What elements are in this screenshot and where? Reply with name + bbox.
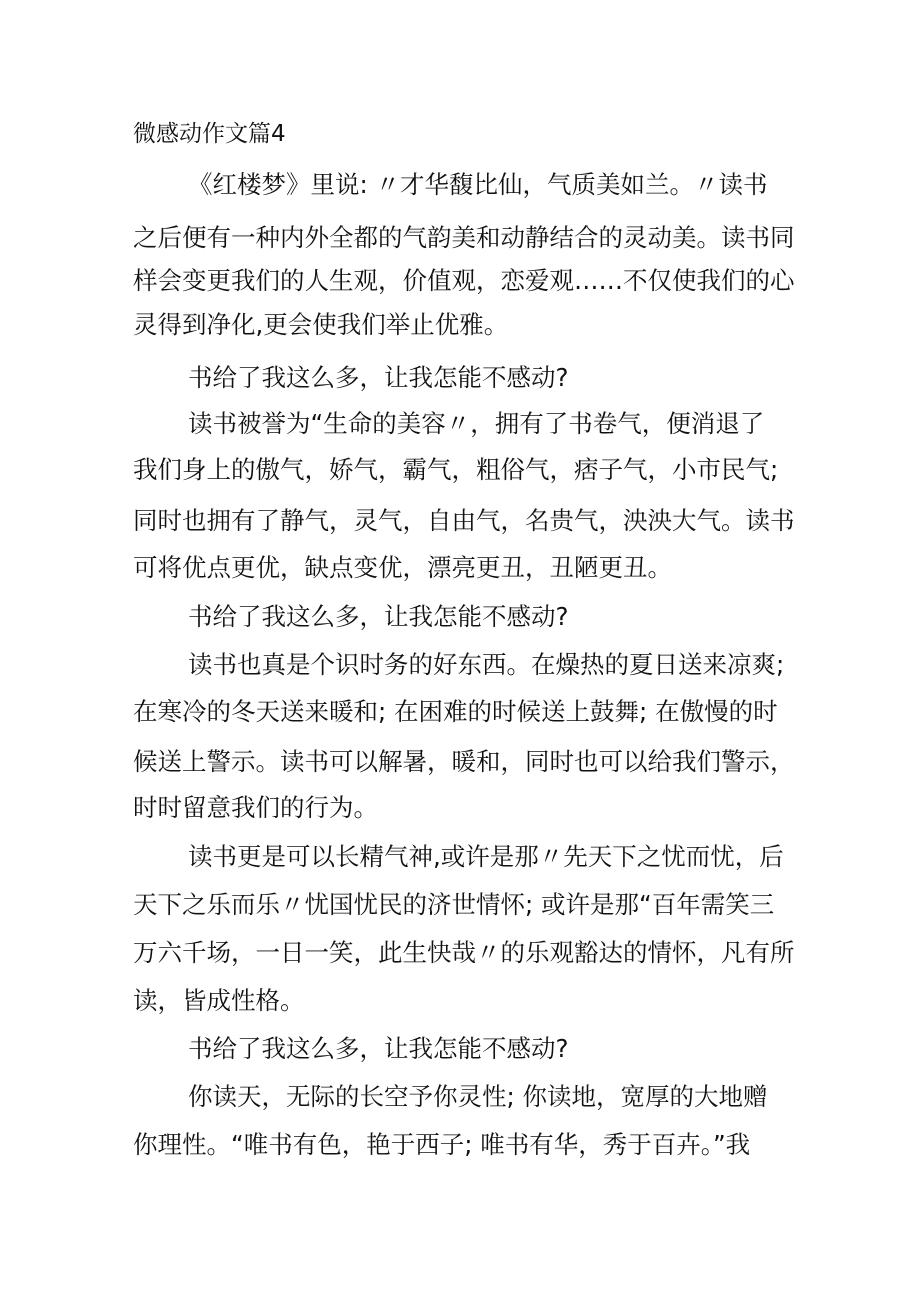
- text-line: 读书更是可以长精气神,或许是那〃先天下之忧而忧，后: [188, 842, 784, 871]
- text-line: 候送上警示。读书可以解暑，暖和，同时也可以给我们警示，: [133, 747, 795, 776]
- text-line: 万六千场，一日一笑，此生快哉〃的乐观豁达的情怀，凡有所: [133, 938, 795, 967]
- text-line: 可将优点更优，缺点变优，漂亮更丑，丑陋更丑。: [133, 553, 672, 582]
- text-line: 样会变更我们的人生观，价值观，恋爱观……不仅使我们的心: [133, 266, 795, 295]
- text-line: 在寒冷的冬天送来暖和; 在困难的时候送上鼓舞; 在傲慢的时: [133, 697, 778, 726]
- text-line: 之后便有一种内外全都的气韵美和动静结合的灵动美。读书同: [133, 223, 795, 252]
- text-line: 《红楼梦》里说: 〃才华馥比仙，气质美如兰。〃读书: [188, 170, 768, 199]
- text-line: 读，皆成性格。: [133, 986, 305, 1015]
- text-line: 读书被誉为“生命的美容〃，拥有了书卷气，便消退了: [188, 409, 765, 438]
- text-line: 时时留意我们的行为。: [133, 793, 378, 822]
- text-line: 我们身上的傲气，娇气，霸气，粗俗气，痞子气，小市民气;: [133, 455, 779, 484]
- text-line: 天下之乐而乐〃忧国忧民的济世情怀; 或许是那“百年需笑三: [133, 890, 775, 919]
- text-line: 读书也真是个识时务的好东西。在燥热的夏日送来凉爽;: [188, 650, 785, 679]
- text-line: 灵得到净化,更会使我们举止优雅。: [133, 310, 509, 339]
- text-line: 书给了我这么多，让我怎能不感动?: [188, 363, 569, 392]
- text-line: 书给了我这么多，让我怎能不感动?: [188, 1034, 569, 1063]
- text-line: 同时也拥有了静气，灵气，自由气，名贵气，泱泱大气。读书: [133, 506, 795, 535]
- text-line: 你读天，无际的长空予你灵性; 你读地，宽厚的大地赠: [188, 1082, 768, 1111]
- document-title: 微感动作文篇4: [133, 121, 286, 147]
- text-line: 你理性。“唯书有色，艳于西子; 唯书有华，秀于百卉。”我: [133, 1130, 751, 1159]
- text-line: 书给了我这么多，让我怎能不感动?: [188, 602, 569, 631]
